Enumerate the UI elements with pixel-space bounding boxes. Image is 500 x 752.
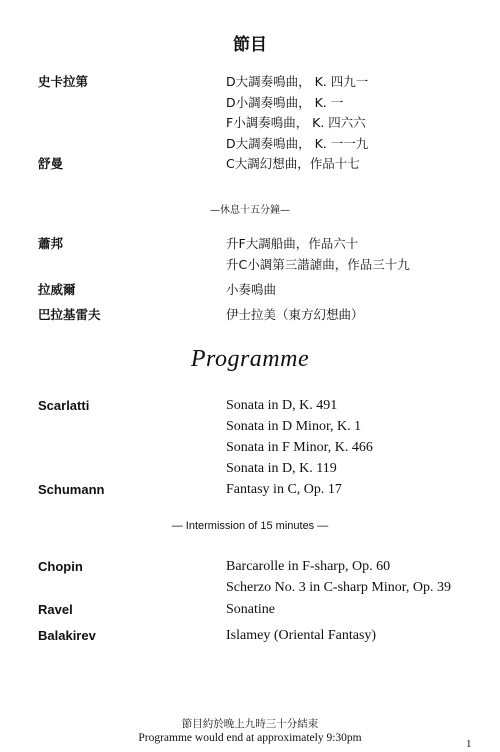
zh-work: 伊士拉美（東方幻想曲） [226,307,364,322]
zh-work: D小調奏鳴曲， K. 一 [226,94,344,110]
en-composer: Chopin [38,559,83,574]
zh-intermission: —休息十五分鐘— [210,205,290,216]
zh-work: D大調奏鳴曲， K. 一一九 [226,135,369,151]
zh-composer: 蕭邦 [38,236,64,251]
page-number: 1 [466,738,472,750]
chinese-title: 節目 [233,35,267,55]
footer-note-english: Programme would end at approximately 9:30pm [138,732,362,744]
footer-note-chinese: 節目約於晚上九時三十分結束 [181,718,319,730]
zh-composer: 巴拉基雷夫 [38,307,101,322]
zh-work: C大調幻想曲，作品十七 [226,156,360,171]
zh-work: F小調奏鳴曲， K. 四六六 [226,115,366,130]
en-composer: Schumann [38,482,105,497]
en-work: Fantasy in C, Op. 17 [226,482,342,497]
zh-work: D大調奏鳴曲， K. 四九一 [226,74,369,89]
en-composer: Ravel [38,602,73,617]
en-intermission: — Intermission of 15 minutes — [171,520,329,532]
zh-work: 升C小調第三諧謔曲，作品三十九 [226,256,410,272]
en-work: Sonata in D Minor, K. 1 [226,419,362,434]
zh-work: 升F大調船曲，作品六十 [226,236,359,251]
en-work: Sonata in D, K. 491 [226,398,338,413]
zh-composer: 拉威爾 [38,282,76,297]
zh-composer: 舒曼 [38,156,64,171]
en-composer: Scarlatti [38,398,90,413]
en-work: Barcarolle in F-sharp, Op. 60 [226,559,391,574]
en-work: Scherzo No. 3 in C-sharp Minor, Op. 39 [226,580,451,595]
en-work: Sonata in F Minor, K. 466 [226,440,373,455]
en-work: Sonatine [226,602,275,617]
en-composer: Balakirev [38,628,96,643]
zh-work: 小奏鳴曲 [226,282,277,297]
english-title: Programme [190,346,310,372]
en-work: Sonata in D, K. 119 [226,461,337,476]
en-work: Islamey (Oriental Fantasy) [226,628,377,643]
zh-composer: 史卡拉第 [38,74,89,89]
